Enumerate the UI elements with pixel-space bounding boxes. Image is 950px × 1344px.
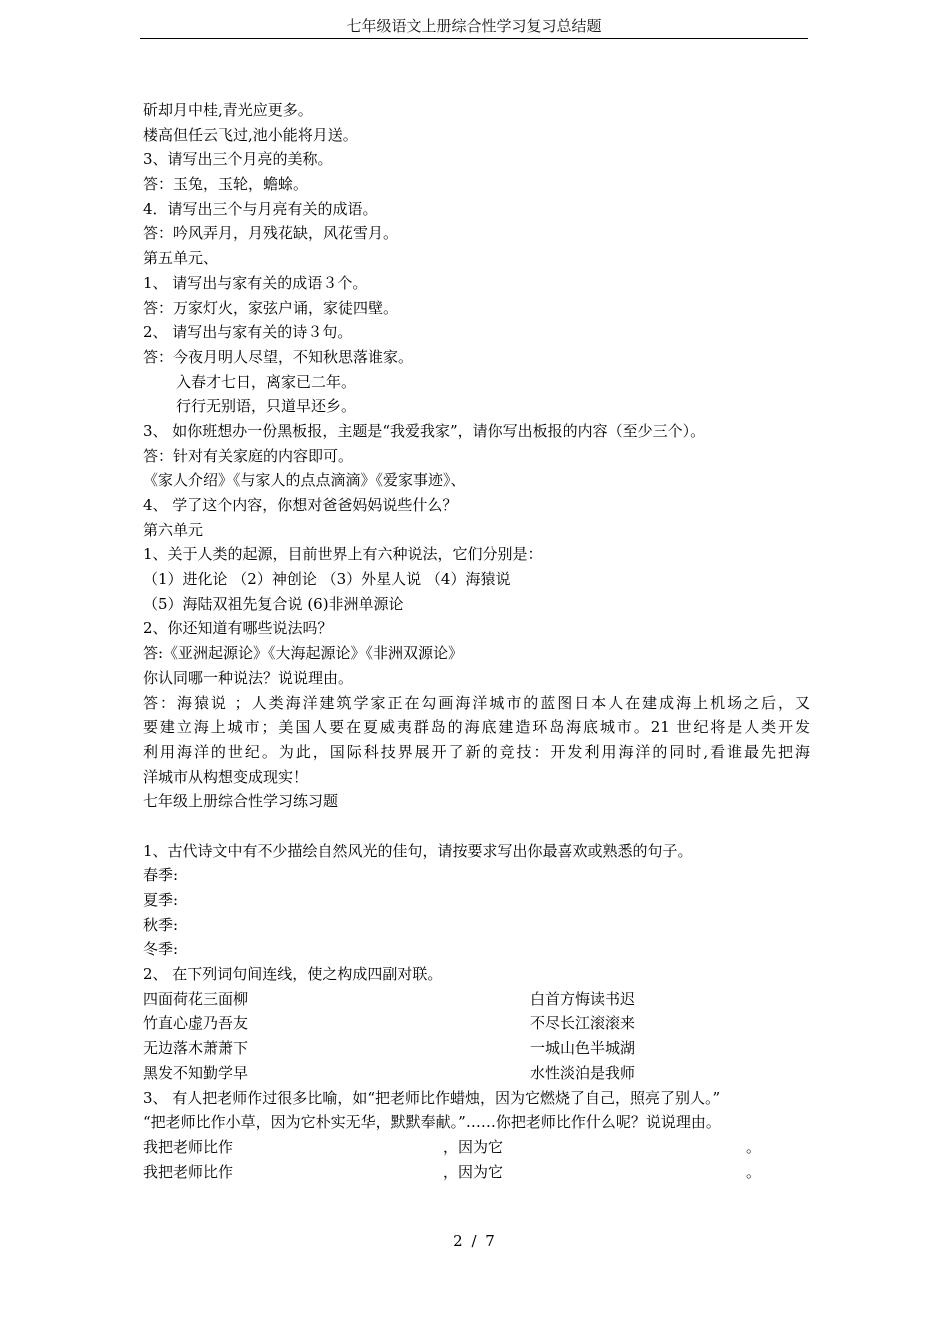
- couplet-row: [143, 1036, 810, 1061]
- text-line: 1、关于人类的起源，目前世界上有六种说法，它们分别是：: [143, 545, 543, 564]
- poem-line: 行行无别语，只道早还乡。: [176, 397, 357, 416]
- section-heading: 第六单元: [143, 520, 204, 539]
- text-line: 答:《亚洲起源论》《大海起源论》《非洲双源论》: [143, 644, 464, 663]
- couplet-row: [143, 1011, 810, 1036]
- text-line: （1）进化论 （2）神创论 （3）外星人说 （4）海猿说: [143, 570, 511, 589]
- text-line: 4、 学了这个内容，你想对爸爸妈妈说些什么？: [143, 496, 458, 514]
- text-line: 3、 有人把老师作过很多比喻，如“把老师比作蜡烛，因为它燃烧了自己，照亮了别人。”: [143, 1088, 721, 1107]
- text-line: 3、请写出三个月亮的美称。: [143, 150, 333, 169]
- text-line: 斫却月中桂,青光应更多。: [143, 101, 313, 119]
- paragraph-line: 要建立海上城市；美国人要在夏威夷群岛的海底建造环岛海底城市。21 世纪将是人类开发: [143, 718, 810, 737]
- fill-middle: ，因为它: [443, 1137, 504, 1156]
- season-blank-winter: 冬季:: [143, 940, 179, 959]
- text-line: 答：吟风弄月，月残花缺，风花雪月。: [143, 224, 399, 243]
- text-line: 2、 在下列词句间连线，使之构成四副对联。: [143, 965, 443, 984]
- page-header-title: 七年级语文上册综合性学习复习总结题: [346, 17, 602, 35]
- season-blank-autumn: 秋季:: [143, 915, 179, 934]
- couplet-row: [143, 987, 810, 1012]
- fill-in-row: [143, 1135, 810, 1160]
- text-line: （5）海陆双祖先复合说 (6)非洲单源论: [143, 594, 404, 613]
- couplet-right: 白首方悔读书迟: [530, 989, 636, 1008]
- text-line: “把老师比作小草，因为它朴实无华，默默奉献。”……你把老师比作什么呢？说说理由。: [143, 1113, 721, 1132]
- fill-end: 。: [746, 1162, 762, 1181]
- text-line: 你认同哪一种说法？说说理由。: [143, 668, 354, 687]
- couplet-right: 一城山色半城湖: [530, 1039, 636, 1058]
- text-line: 2、你还知道有哪些说法吗？: [143, 619, 333, 638]
- section-heading: 第五单元、: [143, 249, 219, 268]
- text-line: 2、 请写出与家有关的诗３句。: [143, 323, 353, 342]
- paragraph-line: 洋城市从构想变成现实！: [143, 767, 309, 786]
- document-body: [143, 98, 810, 1184]
- text-line: 答：针对有关家庭的内容即可。: [143, 446, 354, 465]
- couplet-right: 水性淡泊是我师: [530, 1063, 636, 1082]
- couplet-left: 四面荷花三面柳: [143, 989, 249, 1008]
- paragraph-line: 利用海洋的世纪。为此，国际科技界展开了新的竞技：开发利用海洋的同时,看谁最先把海: [143, 742, 810, 761]
- fill-prefix: 我把老师比作: [143, 1137, 234, 1156]
- text-line: 答：万家灯火，家弦户诵，家徒四壁。: [143, 298, 399, 317]
- couplet-left: 无边落木萧萧下: [143, 1039, 249, 1058]
- text-line: 楼高但任云飞过,池小能将月送。: [143, 125, 358, 144]
- season-blank-spring: 春季:: [143, 866, 179, 885]
- text-line: 答：玉兔，玉轮，蟾蜍。: [143, 175, 309, 194]
- page-number: 2 / 7: [453, 1232, 497, 1250]
- blank-line: [143, 814, 810, 839]
- poem-line: 入春才七日，离家已二年。: [176, 372, 357, 391]
- header-rule: [140, 38, 808, 39]
- text-line: 3、 如你班想办一份黑板报，主题是“我爱我家”，请你写出板报的内容（至少三个）。: [143, 421, 706, 440]
- fill-in-row: [143, 1160, 810, 1185]
- text-line: 4．请写出三个与月亮有关的成语。: [143, 199, 378, 218]
- season-blank-summer: 夏季:: [143, 891, 179, 909]
- couplet-right: 不尽长江滚滚来: [530, 1014, 636, 1033]
- text-line: 答：今夜月明人尽望，不知秋思落谁家。: [143, 347, 414, 366]
- text-line: 《家人介绍》《与家人的点点滴滴》《爱家事迹》、: [143, 471, 466, 490]
- couplet-left: 黑发不知勤学早: [143, 1063, 249, 1082]
- section-heading: 七年级上册综合性学习练习题: [143, 792, 339, 811]
- paragraph-line: 答：海猿说 ；人类海洋建筑学家正在勾画海洋城市的蓝图日本人在建成海上机场之后，又: [143, 693, 810, 712]
- text-line: 1、 请写出与家有关的成语３个。: [143, 273, 368, 292]
- fill-prefix: 我把老师比作: [143, 1162, 234, 1181]
- text-line: 1、古代诗文中有不少描绘自然风光的佳句，请按要求写出你最喜欢或熟悉的句子。: [143, 841, 693, 860]
- fill-end: 。: [746, 1137, 762, 1156]
- couplet-row: [143, 1061, 810, 1086]
- couplet-left: 竹直心虚乃吾友: [143, 1014, 249, 1033]
- fill-middle: ，因为它: [443, 1162, 504, 1181]
